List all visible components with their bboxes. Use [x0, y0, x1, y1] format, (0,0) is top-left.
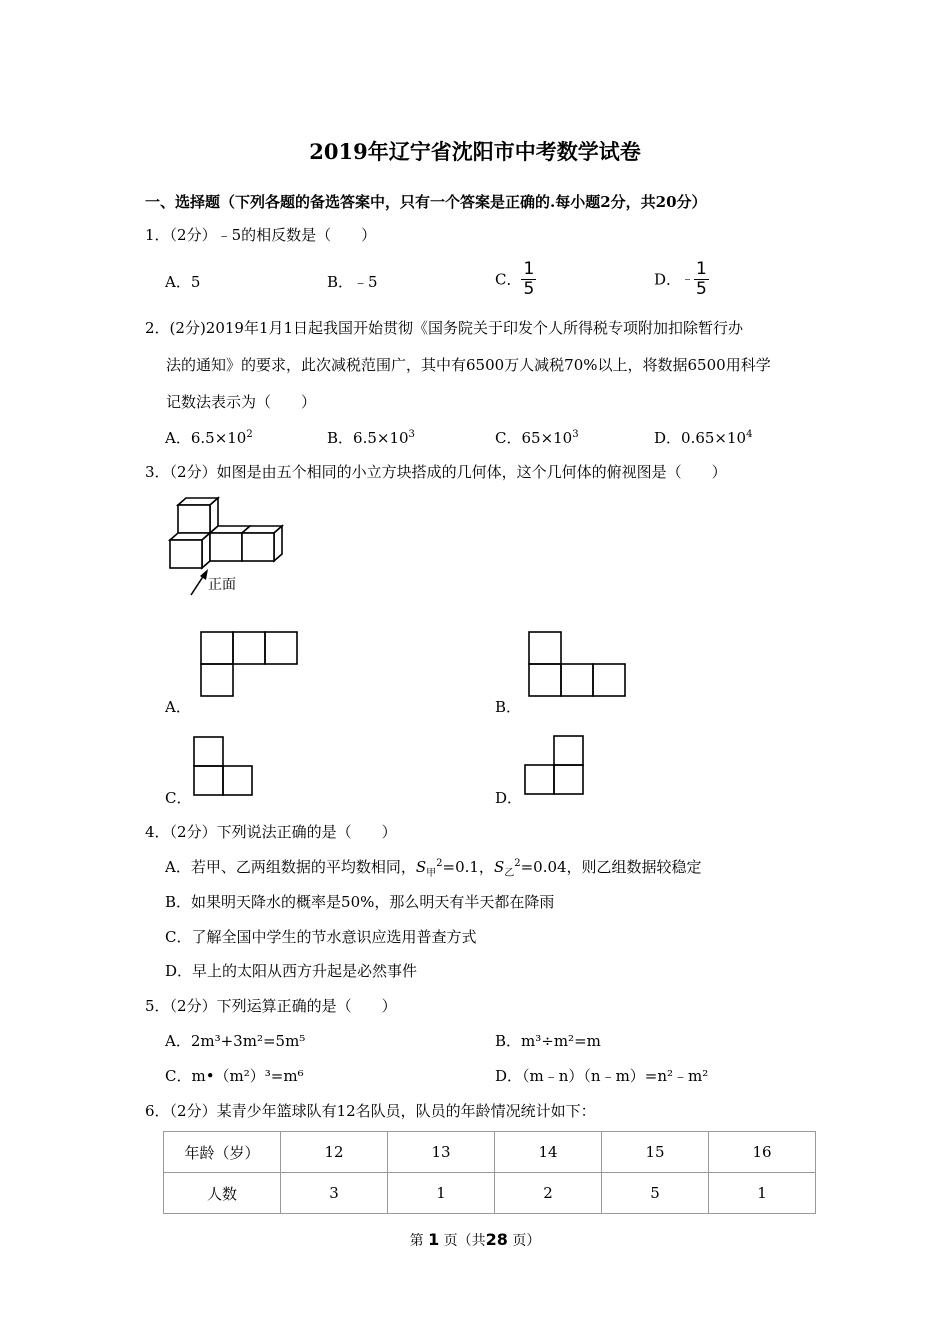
q4-stem: 4．（2分）下列说法正确的是（ ） — [145, 823, 397, 841]
q6-stem: 6．（2分）某青少年篮球队有12名队员，队员的年龄情况统计如下： — [145, 1102, 596, 1120]
q5-stem: 5．（2分）下列运算正确的是（ ） — [145, 997, 397, 1015]
option-c-figure — [193, 736, 253, 796]
front-label: 正面 — [208, 577, 236, 593]
option-a-figure — [200, 631, 300, 697]
q3-option-c: C． — [165, 789, 192, 807]
q3-option-b: B． — [495, 698, 522, 716]
q2-stem-line1: 2．(2分)2019年1月1日起我国开始贯彻《国务院关于印发个人所得税专项附加扣除暂行办 — [145, 319, 744, 337]
q3-stem: 3．（2分）如图是由五个相同的小立方块搭成的几何体，这个几何体的俯视图是（ ） — [145, 463, 727, 481]
q1-option-c: C． $\frac{1}{5}$ — [495, 259, 535, 299]
table-row: 年龄（岁） 12 13 14 15 16 — [164, 1132, 816, 1173]
table-row: 人数 3 1 2 5 1 — [164, 1173, 816, 1214]
page-footer: 第 1 页（共28 页） — [409, 1230, 541, 1249]
option-d-figure — [524, 735, 584, 795]
fraction: $\frac{1}{5}$ — [523, 259, 535, 299]
fraction: $\frac{1}{5}$ — [696, 259, 707, 299]
q5-option-c: C．m•（m²）³=m⁶ — [165, 1067, 304, 1085]
option-b-figure — [528, 631, 628, 697]
q1-option-a: A．5 — [165, 273, 201, 291]
q1-stem: 1．（2分）﹣5的相反数是（ ） — [145, 226, 377, 244]
age-table — [163, 1131, 816, 1214]
q4-option-a: A．若甲、乙两组数据的平均数相同，$S_甲^2=0.1$，$S_乙^2=0.04$，则乙组数据较稳定 — [165, 858, 702, 879]
q5-option-a: A．2m³+3m²=5m⁵ — [165, 1032, 306, 1050]
q3-option-a: A． — [165, 698, 191, 716]
cube-solid-figure — [165, 496, 295, 601]
q2-option-b: B．$6.5\times 10^3$ — [327, 429, 415, 447]
q5-option-b: B．m³÷m²=m — [495, 1032, 601, 1050]
q1-option-d: D．﹣ $\frac{1}{5}$ — [654, 259, 707, 299]
q4-option-d: D．早上的太阳从西方升起是必然事件 — [165, 962, 418, 980]
section-heading: 一、选择题（下列各题的备选答案中，只有一个答案是正确的.每小题2分，共20分） — [145, 193, 707, 211]
q3-option-d: D． — [495, 789, 523, 807]
q2-stem-line2: 法的通知》的要求，此次减税范围广，其中有6500万人减税70%以上，将数据6500用科学 — [166, 356, 771, 374]
q5-option-d: D．（m﹣n）（n﹣m）=n²﹣m² — [495, 1067, 709, 1085]
q2-stem-line3: 记数法表示为（ ） — [166, 393, 317, 411]
page-number: 1 — [428, 1230, 440, 1249]
q1-option-b: B．﹣5 — [327, 273, 378, 291]
q2-option-c: C．$65\times 10^3$ — [495, 429, 579, 447]
q2-option-a: A．$6.5\times 10^2$ — [165, 429, 253, 447]
page-total: 28 — [485, 1230, 508, 1249]
q4-option-b: B．如果明天降水的概率是50%，那么明天有半天都在降雨 — [165, 893, 555, 911]
page-title: 2019年辽宁省沈阳市中考数学试卷 — [309, 139, 641, 164]
q4-option-c: C．了解全国中学生的节水意识应选用普查方式 — [165, 928, 477, 946]
q2-option-d: D．$0.65\times 10^4$ — [654, 429, 753, 447]
